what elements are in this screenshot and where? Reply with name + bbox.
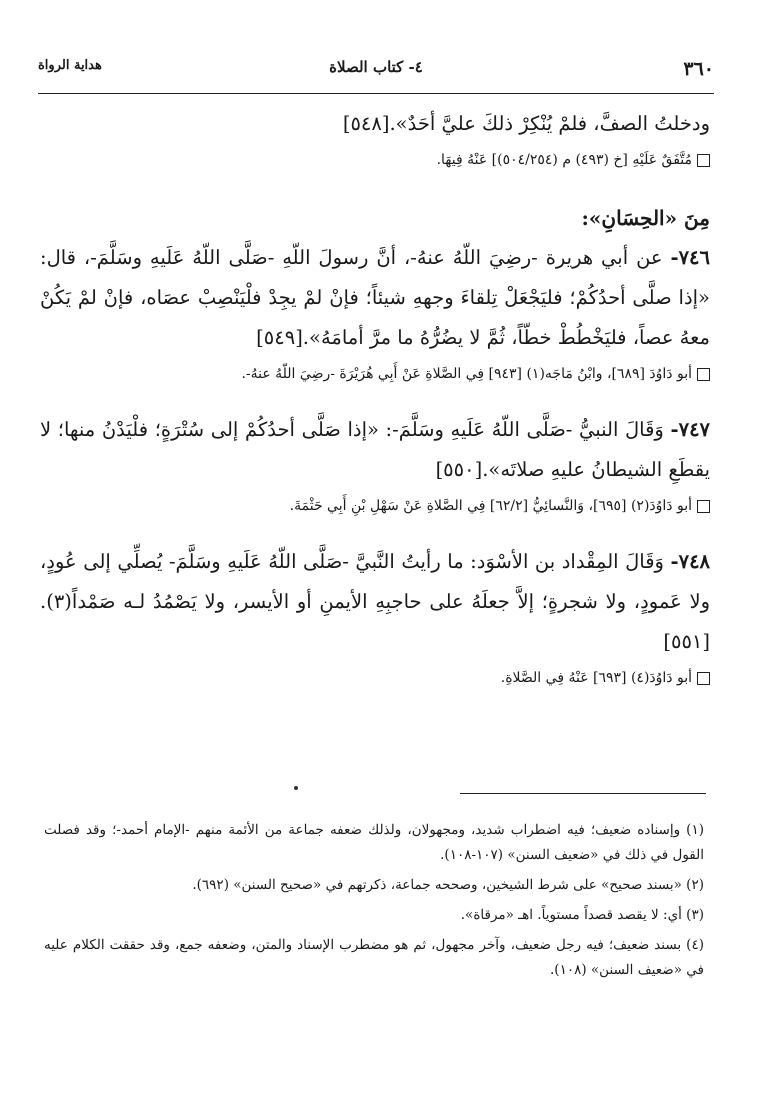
hadith-text: عن أبي هريرة -رضِيَ اللّهُ عنهُ-، أنَّ رسولَ اللّهِ -صَلَّى اللّهُ عَلَيهِ وسَلَّمَ-، قال: «إذا صلَّى أحدُكُمْ؛ فليَجْعَلْ تِلقاءَ وجههِ شيئاً؛ فإنْ لمْ يجِدْ فلْيَنْصِبْ عصَاه، فإنْ لمْ يَكُنْ معهُ عصاً، فليَخْطُطْ خطّاً، ثُمَّ لا يضُرُّهُ ما مرَّ أمامَهُ».[٥٤٩] <box>40 246 710 349</box>
continuation-text: ودخلتُ الصفَّ، فلمْ يُنْكِرْ ذلكَ عليَّ أحَدٌ».[٥٤٨] <box>342 112 710 135</box>
footnote: (٢) «بسند صحيح» على شرط الشيخين، وصححه جماعة، ذكرتهم في «صحيح السنن» (٦٩٢). <box>192 877 704 893</box>
dot-mark <box>294 786 298 790</box>
source-text: أبو دَاوُدَ(٤) [٦٩٣] عَنْهُ فِي الصَّلاةِ. <box>500 670 692 686</box>
hadith-text: وَقَالَ النبيُّ -صَلَّى اللّهُ عَلَيهِ وسَلَّمَ-: «إذا صَلَّى أحدُكُمْ إلى سُتْرَةٍ؛ فلْيَدْنُ منها؛ لا يقطَعِ الشيطانُ عليهِ صلاتَه».[٥٥٠] <box>40 418 710 481</box>
source-citation <box>40 148 710 172</box>
hadith-number: ٧٤٦- <box>670 246 710 269</box>
hadith-746 <box>40 238 710 358</box>
footnote: (٤) بسند ضعيف؛ فيه رجل ضعيف، وآخر مجهول، ثم هو مضطرب الإسناد والمتن، وضعفه جمع، وقد حققت الكلام عليه في «ضعيف السنن» (١٠٨). <box>44 937 704 978</box>
source-citation <box>40 666 710 690</box>
square-bullet-icon <box>697 368 710 381</box>
square-bullet-icon <box>697 500 710 513</box>
source-citation <box>40 362 710 386</box>
header-divider <box>38 93 714 94</box>
source-text: مُتَّفَقٌ عَلَيْهِ [خ (٤٩٣) م (٥٠٤/٢٥٤)] عَنْهُ فِيهَا. <box>436 152 692 168</box>
footnote: (٣) أي: لا يقصد قصداً مستوياً. اهـ «مرقاة». <box>460 907 704 923</box>
footnotes <box>44 818 704 988</box>
source-text: أبو دَاوُدَ(٢) [٦٩٥]، وَالنَّسائِيُّ [٦٢/٢] فِي الصَّلاةِ عَنْ سَهْلِ بْنِ أَبِي حَثْمَةَ. <box>289 498 692 514</box>
footnote-divider <box>460 793 706 794</box>
section-heading: مِنَ «الحِسَانِ»: <box>581 206 710 230</box>
source-text: أبو دَاوُدَ [٦٨٩]، وابْنُ مَاجَه(١) [٩٤٣] فِي الصَّلاةِ عَنْ أَبِي هُرَيْرَةَ -رضِيَ اللّهُ عنهُ-. <box>241 366 692 382</box>
main-text <box>40 104 710 690</box>
square-bullet-icon <box>697 672 710 685</box>
hadith-number: ٧٤٨- <box>670 550 711 573</box>
square-bullet-icon <box>697 154 710 167</box>
footnote: (١) وإسناده ضعيف؛ فيه اضطراب شديد، ومجهولان، ولذلك ضعفه جماعة من الأئمة منهم -الإمام أحمد-؛ وقد فصلت القول في ذلك في «ضعيف السنن» (١٠٧-١٠٨). <box>44 822 704 863</box>
hadith-number: ٧٤٧- <box>670 418 711 441</box>
page-number: ٣٦٠ <box>683 58 714 80</box>
hadith-text: وَقَالَ المِقْداد بن الأسْوَد: ما رأيتُ النَّبيَّ -صَلَّى اللّهُ عَلَيهِ وسَلَّمَ- يُصلِّي إلى عُودٍ، ولا عَمودٍ، ولا شجرةٍ؛ إلاَّ جعلَهُ على حاجبِهِ الأيمنِ أو الأيسر، ولا يَصْمُدُ لـه صَمْداً(٣).[٥٥١] <box>40 550 710 653</box>
hadith-747 <box>40 410 710 490</box>
hadith-748 <box>40 542 710 662</box>
source-citation <box>40 494 710 518</box>
chapter-title: ٤- كتاب الصلاة <box>329 58 423 76</box>
page-header <box>38 52 714 92</box>
book-title: هداية الرواة <box>38 58 102 73</box>
